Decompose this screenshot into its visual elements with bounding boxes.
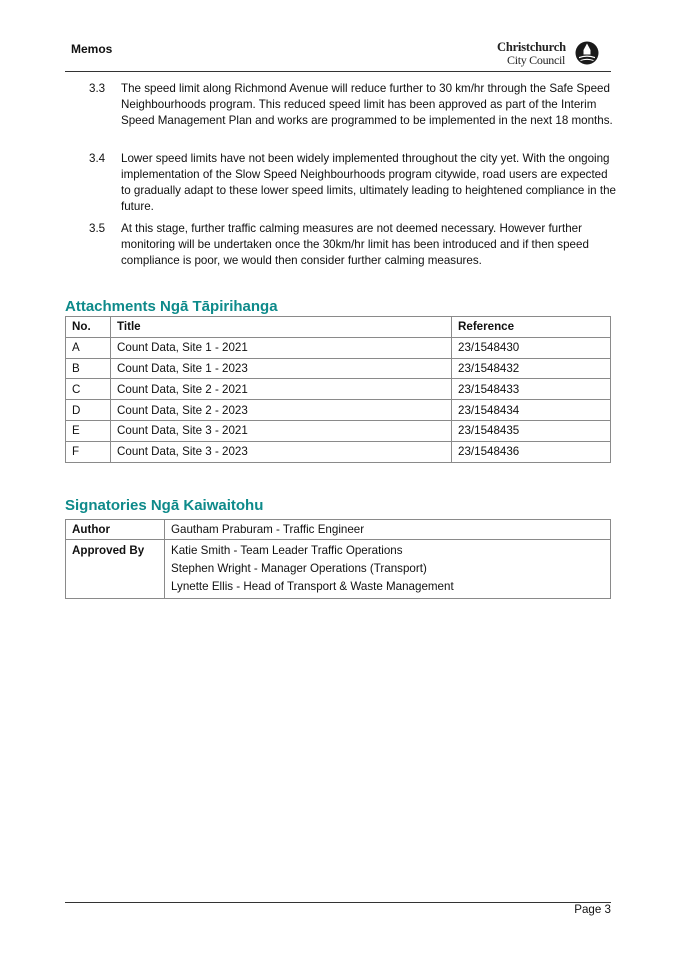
table-row (66, 337, 611, 358)
paragraph-number: 3.5 (89, 222, 106, 235)
attachments-heading: Attachments Ngā Tāpirihanga (65, 298, 278, 315)
logo-text-line1: Christchurch (497, 40, 566, 54)
header-divider (65, 71, 611, 72)
approver-name: Katie Smith - Team Leader Traffic Operations (171, 544, 403, 557)
signatories-heading: Signatories Ngā Kaiwaitohu (65, 497, 264, 514)
council-logo (497, 40, 600, 68)
paragraph-number: 3.4 (89, 152, 106, 165)
paragraph-text: The speed limit along Richmond Avenue will reduce further to 30 km/hr through the Safe Speed Neighbourhoods program. This reduced speed limit has been approved as part of the Interim Speed Management Plan and works are programmed to be implemented in the next 18 months. (121, 82, 613, 127)
attachment-no: A (66, 337, 111, 358)
attachment-reference: 23/1548432 (452, 358, 611, 379)
attachment-title: Count Data, Site 3 - 2021 (111, 420, 452, 441)
approved-by-row (66, 540, 611, 599)
column-header-reference: Reference (452, 317, 611, 338)
approver-name: Lynette Ellis - Head of Transport & Waste Management (171, 580, 454, 593)
cathedral-logo-icon (575, 41, 599, 65)
signatories-table (65, 519, 611, 599)
attachment-reference: 23/1548435 (452, 420, 611, 441)
approved-by-label: Approved By (66, 540, 165, 599)
table-row (66, 400, 611, 421)
table-row (66, 358, 611, 379)
paragraph-text: At this stage, further traffic calming measures are not deemed necessary. However further monitoring will be undertaken once the 30km/hr limit has been introduced and if then speed compliance is poor, we would then consider further calming measures. (121, 222, 589, 267)
attachment-reference: 23/1548430 (452, 337, 611, 358)
column-header-no: No. (66, 317, 111, 338)
attachment-reference: 23/1548436 (452, 441, 611, 462)
paragraph-number: 3.3 (89, 82, 106, 95)
paragraph-text: Lower speed limits have not been widely implemented throughout the city yet. With the ongoing implementation of the Slow Speed Neighbourhoods program citywide, road users are expected to gradually adapt to these lower speed limits, ultimately leading to heightened compliance in the future. (121, 152, 616, 213)
table-header-row (66, 317, 611, 338)
author-value: Gautham Praburam - Traffic Engineer (165, 520, 611, 540)
attachment-title: Count Data, Site 2 - 2021 (111, 379, 452, 400)
attachment-title: Count Data, Site 1 - 2021 (111, 337, 452, 358)
author-label: Author (66, 520, 165, 540)
table-row (66, 441, 611, 462)
table-row (66, 379, 611, 400)
attachment-title: Count Data, Site 1 - 2023 (111, 358, 452, 379)
author-row (66, 520, 611, 540)
approvers-list (165, 540, 611, 599)
approver-name: Stephen Wright - Manager Operations (Transport) (171, 562, 427, 575)
attachments-table (65, 316, 611, 463)
page-number: Page 3 (574, 903, 611, 916)
attachment-no: F (66, 441, 111, 462)
column-header-title: Title (111, 317, 452, 338)
page-title: Memos (71, 42, 113, 56)
table-row (66, 420, 611, 441)
attachment-reference: 23/1548434 (452, 400, 611, 421)
attachment-reference: 23/1548433 (452, 379, 611, 400)
attachment-title: Count Data, Site 3 - 2023 (111, 441, 452, 462)
attachment-no: C (66, 379, 111, 400)
attachment-no: B (66, 358, 111, 379)
attachment-no: D (66, 400, 111, 421)
footer-divider (65, 902, 611, 903)
attachment-no: E (66, 420, 111, 441)
attachment-title: Count Data, Site 2 - 2023 (111, 400, 452, 421)
logo-text-line2: City Council (507, 53, 566, 67)
